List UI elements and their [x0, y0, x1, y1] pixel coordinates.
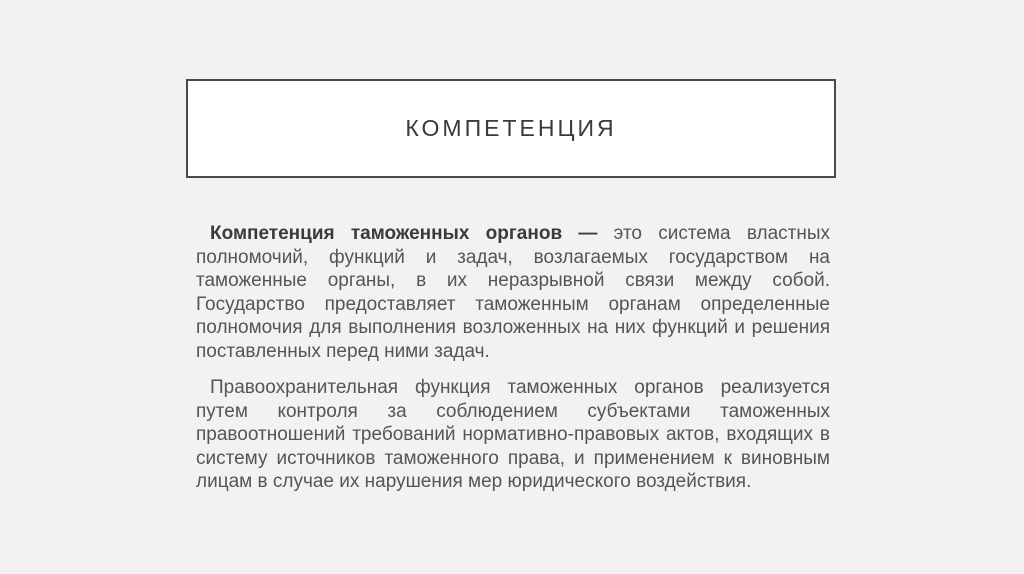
title-box [186, 79, 836, 178]
paragraph-2 [196, 376, 830, 494]
paragraph-1-bold-lead: Компетенция таможенных органов — [210, 223, 598, 244]
body-text [196, 222, 830, 494]
slide-title: КОМПЕТЕНЦИЯ [405, 115, 617, 141]
paragraph-1 [196, 222, 830, 363]
paragraph-2-text: Правоохранительная функция таможенных органов реализуется путем контроля за соблюдением субъектами таможенных правоотношений требований нормативно-правовых актов, входящих в систему источников таможенного права, и применением к виновным лицам в случае их нарушения мер юридического воздействия. [196, 377, 830, 492]
paragraph-1-text: это система властных полномочий, функций и задач, возлагаемых государством на таможенные органы, в их неразрывной связи между собой. Государство предоставляет таможенным органам определенные полномочия для выполнения возложенных на них функций и решения поставленных перед ними задач. [196, 223, 830, 362]
